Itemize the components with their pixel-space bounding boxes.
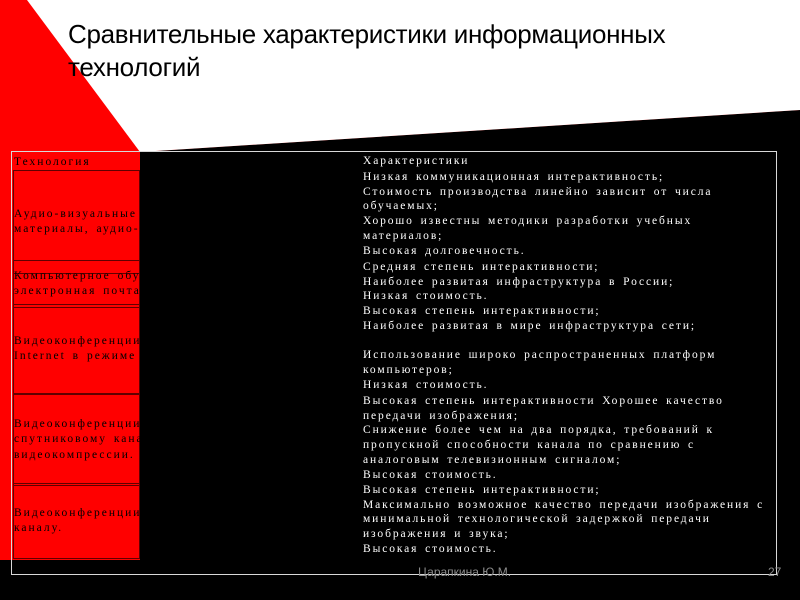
row-5-technology: Видеоконференции по аналоговому спутниковому каналу. <box>14 506 356 534</box>
header-technology: Технология <box>14 156 91 168</box>
slide-title-line-1: Сравнительные характеристики информационных <box>68 19 666 49</box>
slide-title-line-2: технологий <box>68 52 201 82</box>
comparison-table <box>11 151 777 575</box>
row-2-technology: Компьютерное обучение, асинхронная электронная почта. <box>14 269 276 297</box>
row-4-characteristics: Высокая степень интерактивности Хорошее качество передачи изображения; Снижение более чем на два порядка, требований к пропускной способности канала по сравнению с аналоговым телевизионным сигналом; Высокая стоимость. <box>363 395 724 481</box>
table-row <box>12 483 776 559</box>
header-characteristics: Характеристики <box>363 155 470 167</box>
row-2-characteristics: Средняя степень интерактивности; Наиболее развитая инфраструктура в России; Низкая стоимость. <box>363 261 675 303</box>
footer-author: Царапкина Ю.М. <box>418 565 512 579</box>
row-5-characteristics: Высокая степень интерактивности; Максимально возможное качество передачи изображения с минимальной технологической задержкой передачи изображения и звука; Высокая стоимость. <box>363 484 765 555</box>
row-3-technology: Видеоконференции по компьютерной сети Internet в режиме реального времени. <box>14 334 304 362</box>
table-row <box>12 304 776 394</box>
table-row <box>12 260 776 308</box>
row-4-technology: Видеоконференции по цифровому выделенному спутниковому каналу с использованием видеокомпрессии. <box>14 417 339 461</box>
row-1-characteristics: Низкая коммуникационная интерактивность; Стоимость производства линейно зависит от числа обучаемых; Хорошо известны методики разработки учебных материалов; Высокая долговечность. <box>363 171 713 257</box>
table-row <box>12 394 776 486</box>
page-number: 27 <box>768 565 782 579</box>
table-row <box>12 170 776 274</box>
row-3-characteristics: Высокая степень интерактивности; Наиболее развитая в мире инфраструктура сети; Использование широко распространенных платформ компьютеров; Низкая стоимость. <box>363 305 717 391</box>
slide-title <box>68 18 768 84</box>
row-1-technology: Аудио-визуальные носители (печатные материалы, аудио-, видеокассеты). <box>14 207 280 235</box>
